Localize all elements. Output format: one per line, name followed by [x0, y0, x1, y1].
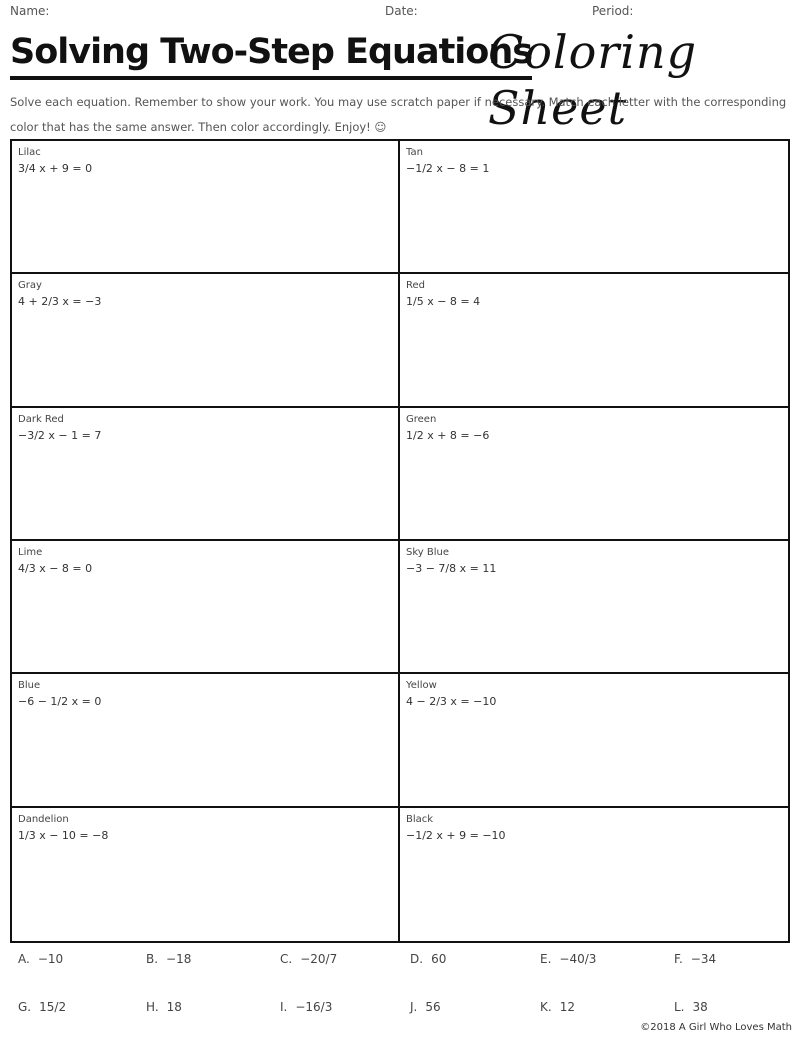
answer-item — [146, 952, 191, 966]
answer-item — [146, 1000, 182, 1014]
answer-item — [540, 952, 596, 966]
color-label: Black — [406, 813, 434, 825]
problem-cell — [12, 541, 400, 674]
equation: −6 − 1/2 x = 0 — [18, 695, 102, 709]
problem-cell — [400, 674, 788, 807]
equation: 1/2 x + 8 = −6 — [406, 428, 490, 442]
answer-letter: C. — [280, 952, 293, 966]
equation: 1/3 x − 10 = −8 — [18, 828, 109, 842]
answer-item — [18, 952, 63, 966]
equation: −1/2 x + 9 = −10 — [406, 828, 506, 842]
copyright-footer: ©2018 A Girl Who Loves Math — [640, 1022, 792, 1033]
equation: −3 − 7/8 x = 11 — [406, 561, 497, 575]
answer-value: −18 — [166, 952, 192, 966]
color-label: Lime — [18, 546, 43, 558]
answer-value: 60 — [431, 952, 447, 966]
color-label: Dandelion — [18, 813, 69, 825]
answer-item — [18, 1000, 66, 1014]
answer-value: 18 — [166, 1000, 182, 1014]
color-label: Tan — [406, 147, 423, 158]
color-label: Gray — [18, 280, 42, 292]
color-label: Dark Red — [18, 413, 64, 425]
instructions: Solve each equation. Remember to show your work. You may use scratch paper if necessary. Match each letter with the corresponding color that has the same answer. Then color accordingly. Enjoy! ☺ — [10, 95, 787, 134]
problem-cell — [400, 274, 788, 407]
answer-value: 56 — [425, 1000, 441, 1014]
answer-letter: K. — [540, 1000, 552, 1014]
answer-letter: F. — [674, 952, 683, 966]
answer-letter: E. — [540, 952, 552, 966]
period-label: Period: — [592, 4, 634, 18]
equation: 4 + 2/3 x = −3 — [18, 295, 102, 309]
color-label: Blue — [18, 680, 41, 692]
equation: 4/3 x − 8 = 0 — [18, 561, 93, 575]
problem-grid — [10, 139, 790, 943]
answer-letter: B. — [146, 952, 159, 966]
answer-value: 15/2 — [39, 1000, 67, 1014]
date-label: Date: — [385, 4, 418, 18]
name-label: Name: — [10, 4, 50, 18]
answer-value: −16/3 — [295, 1000, 333, 1014]
answer-letter: H. — [146, 1000, 159, 1014]
problem-cell — [12, 141, 400, 274]
problem-cell — [400, 141, 788, 274]
answer-value: −20/7 — [300, 952, 338, 966]
equation: 4 − 2/3 x = −10 — [406, 695, 497, 709]
answer-value: 12 — [559, 1000, 575, 1014]
answer-item — [280, 1000, 332, 1014]
problem-cell — [400, 541, 788, 674]
page-subtitle: Coloring Sheet — [488, 25, 698, 135]
answer-value: −34 — [690, 952, 717, 966]
answer-item — [410, 952, 446, 966]
color-label: Lilac — [18, 147, 41, 158]
answer-letter: G. — [18, 1000, 32, 1014]
problem-cell — [12, 408, 400, 541]
answer-item — [280, 952, 337, 966]
color-label: Green — [406, 413, 437, 425]
answer-item — [410, 1000, 441, 1014]
answer-letter: J. — [410, 1000, 418, 1014]
equation: 1/5 x − 8 = 4 — [406, 295, 481, 309]
answer-bank — [18, 952, 788, 1022]
color-label: Red — [406, 280, 425, 292]
answer-letter: I. — [280, 1000, 288, 1014]
problem-cell — [12, 674, 400, 807]
problem-cell — [12, 808, 400, 941]
equation: −3/2 x − 1 = 7 — [18, 428, 102, 442]
problem-cell — [400, 808, 788, 941]
answer-item — [674, 1000, 708, 1014]
answer-value: 38 — [692, 1000, 708, 1014]
color-label: Sky Blue — [406, 546, 450, 558]
answer-letter: D. — [410, 952, 424, 966]
problem-cell — [400, 408, 788, 541]
equation: −1/2 x − 8 = 1 — [406, 162, 490, 175]
page-title: Solving Two-Step Equations — [10, 28, 532, 80]
color-label: Yellow — [406, 680, 437, 692]
equation: 3/4 x + 9 = 0 — [18, 162, 93, 175]
answer-value: −10 — [37, 952, 64, 966]
answer-letter: A. — [18, 952, 30, 966]
answer-item — [540, 1000, 575, 1014]
answer-value: −40/3 — [559, 952, 597, 966]
answer-item — [674, 952, 716, 966]
problem-cell — [12, 274, 400, 407]
answer-letter: L. — [674, 1000, 685, 1014]
